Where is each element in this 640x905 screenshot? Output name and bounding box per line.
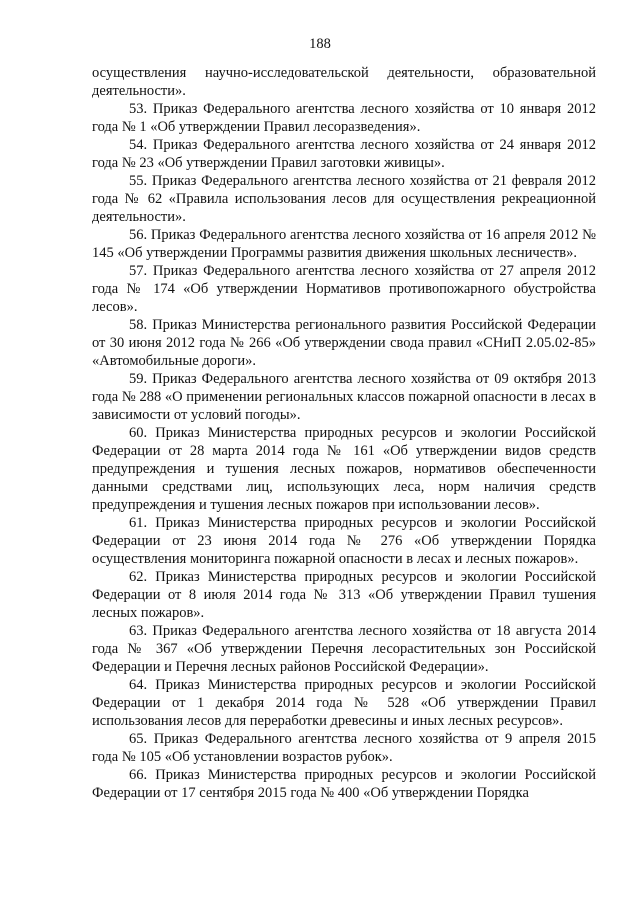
list-item-54: 54. Приказ Федерального агентства лесного хозяйства от 24 января 2012 года № 23 «Об утверждении Правил заготовки живицы».: [92, 137, 596, 171]
list-item-53: 53. Приказ Федерального агентства лесного хозяйства от 10 января 2012 года № 1 «Об утверждении Правил лесоразведения».: [92, 101, 596, 135]
list-item-64: 64. Приказ Министерства природных ресурсов и экологии Российской Федерации от 1 декабря 2014 года № 528 «Об утверждении Правил использования лесов для переработки древесины и иных лесных ресурсов».: [92, 677, 596, 729]
continuation-paragraph: осуществления научно-исследовательской деятельности, образовательной деятельности».: [92, 65, 596, 99]
list-item-63: 63. Приказ Федерального агентства лесного хозяйства от 18 августа 2014 года № 367 «Об утверждении Перечня лесорастительных зон Российской Федерации и Перечня лесных районов Российской Федерации».: [92, 623, 596, 675]
list-item-55: 55. Приказ Федерального агентства лесного хозяйства от 21 февраля 2012 года № 62 «Правила использования лесов для осуществления рекреационной деятельности».: [92, 173, 596, 225]
list-item-66: 66. Приказ Министерства природных ресурсов и экологии Российской Федерации от 17 сентября 2015 года № 400 «Об утверждении Порядка: [92, 767, 596, 801]
list-item-56: 56. Приказ Федерального агентства лесного хозяйства от 16 апреля 2012 № 145 «Об утверждении Программы развития движения школьных лесничеств».: [92, 227, 596, 261]
list-item-60: 60. Приказ Министерства природных ресурсов и экологии Российской Федерации от 28 марта 2014 года № 161 «Об утверждении видов средств предупреждения и тушения лесных пожаров, нормативов обеспеченности данными средствами лиц, использующих леса, норм наличия средств предупреждения и тушения лесных пожаров при использовании лесов».: [92, 425, 596, 513]
list-item-58: 58. Приказ Министерства регионального развития Российской Федерации от 30 июня 2012 года № 266 «Об утверждении свода правил «СНиП 2.05.02-85» «Автомобильные дороги».: [92, 317, 596, 369]
list-item-65: 65. Приказ Федерального агентства лесного хозяйства от 9 апреля 2015 года № 105 «Об установлении возрастов рубок».: [92, 731, 596, 765]
list-item-59: 59. Приказ Федерального агентства лесного хозяйства от 09 октября 2013 года № 288 «О применении региональных классов пожарной опасности в лесах в зависимости от условий погоды».: [92, 371, 596, 423]
list-item-61: 61. Приказ Министерства природных ресурсов и экологии Российской Федерации от 23 июня 2014 года № 276 «Об утверждении Порядка осуществления мониторинга пожарной опасности в лесах и лесных пожаров».: [92, 515, 596, 567]
document-body: [92, 64, 596, 802]
list-item-62: 62. Приказ Министерства природных ресурсов и экологии Российской Федерации от 8 июля 2014 года № 313 «Об утверждении Правил тушения лесных пожаров».: [92, 569, 596, 621]
list-item-57: 57. Приказ Федерального агентства лесного хозяйства от 27 апреля 2012 года № 174 «Об утверждении Нормативов противопожарного обустройства лесов».: [92, 263, 596, 315]
page-number: 188: [309, 36, 331, 52]
